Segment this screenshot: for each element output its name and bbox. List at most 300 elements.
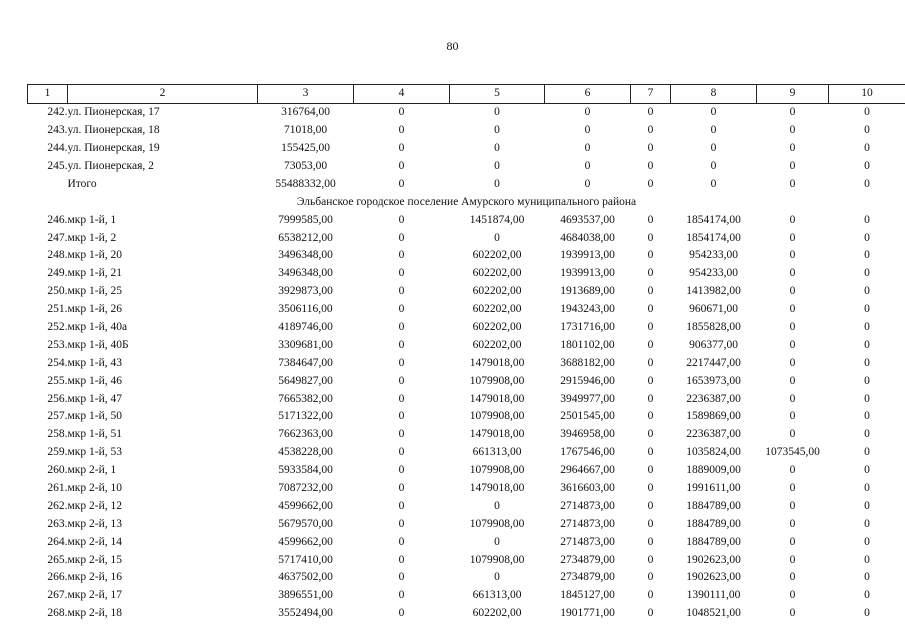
value-cell: 0 [647,321,654,334]
value-cell: 0 [398,553,405,566]
value-cell: 1413982,00 [686,285,741,298]
value-cell: 954233,00 [689,249,738,262]
row-number-cell: 254. [47,356,68,369]
row-number-cell: 247. [47,231,68,244]
value-cell: 0 [789,553,796,566]
value-cell: 1845127,00 [560,589,615,602]
value-cell: 0 [789,285,796,298]
total-cell: 7999585,00 [278,213,333,226]
value-cell: 3946958,00 [560,428,615,441]
value-cell: 0 [647,571,654,584]
value-cell: 2236387,00 [686,428,741,441]
value-cell: 3688182,00 [560,356,615,369]
value-cell: 0 [710,124,717,137]
row-number-cell: 255. [47,374,68,387]
table-row [28,319,905,337]
value-cell: 0 [398,535,405,548]
value-cell: 1035824,00 [686,446,741,459]
value-cell: 0 [789,607,796,620]
value-cell: 0 [647,303,654,316]
table-row [28,533,905,551]
table-row [28,301,905,319]
value-cell: 1889009,00 [686,464,741,477]
value-cell: 0 [398,374,405,387]
value-cell: 0 [789,392,796,405]
page-number: 80 [446,39,459,53]
value-cell: 0 [864,106,870,119]
row-number-cell: 265. [47,553,68,566]
value-cell: 0 [864,160,870,172]
table-row [28,587,905,605]
value-cell: 2734879,00 [560,553,615,566]
row-number-cell: 243. [47,124,68,137]
value-cell: 0 [494,499,500,512]
address-cell: ул. Пионерская, 17 [67,106,160,119]
table-row [28,336,905,354]
total-cell: 3929873,00 [278,285,333,298]
value-cell: 0 [864,446,870,459]
row-number-cell: 259. [47,446,68,459]
row-number-cell: 264. [47,535,68,548]
value-cell: 0 [864,356,870,369]
value-cell: 0 [647,607,654,620]
section-row [28,193,905,211]
value-cell: 0 [864,374,870,387]
address-cell: мкр 2-й, 16 [67,571,122,584]
value-cell: 0 [864,142,870,155]
value-cell: 1854174,00 [686,231,741,244]
column-header-1: 1 [28,85,68,104]
value-cell: 1854174,00 [686,213,741,226]
row-number-cell: 267. [47,589,68,602]
value-cell: 602202,00 [472,338,522,351]
value-cell: 1079908,00 [469,553,525,566]
table-row [28,605,905,623]
address-cell: мкр 1-й, 26 [67,303,122,316]
value-cell: 0 [398,410,405,423]
total-cell: 71018,00 [283,124,328,137]
value-cell: 0 [647,446,654,459]
value-cell: 0 [398,267,405,280]
row-number-cell: 268. [47,607,68,620]
value-cell: 602202,00 [472,607,522,620]
value-cell: 0 [398,482,405,495]
value-cell: 0 [647,142,654,155]
table-body-bottom [28,211,905,622]
table-row [28,354,905,372]
value-cell: 0 [494,124,500,137]
value-cell: 0 [864,464,870,477]
table-row [28,444,905,462]
value-cell: 1589869,00 [686,410,741,423]
value-cell: 0 [647,213,654,226]
column-header-7: 7 [631,85,671,104]
value-cell: 4693537,00 [560,213,615,226]
value-cell: 0 [864,213,870,226]
total-cell: 5717410,00 [278,553,333,566]
value-cell: 0 [647,535,654,548]
value-cell: 0 [789,160,796,172]
total-cell: 5649827,00 [278,374,333,387]
address-cell: мкр 1-й, 46 [67,374,122,387]
value-cell: 0 [494,535,500,548]
value-cell: 1902623,00 [686,553,741,566]
table-row [28,265,905,283]
value-cell: 1079908,00 [469,374,525,387]
table-row [28,158,905,176]
address-cell: мкр 1-й, 53 [67,446,122,459]
total-cell: 73053,00 [283,160,328,172]
value-cell: 1767546,00 [560,446,615,459]
value-cell: 1479018,00 [469,428,525,441]
value-cell: 0 [494,177,500,190]
value-cell: 0 [789,410,796,423]
value-cell: 0 [584,106,591,119]
value-cell: 0 [398,285,405,298]
data-table [27,84,905,623]
value-cell: 0 [789,464,796,477]
total-cell: 3496348,00 [278,249,333,262]
row-number-cell: 245. [47,160,68,172]
table-row [28,480,905,498]
table-row [28,426,905,444]
value-cell: 1939913,00 [560,249,615,262]
row-number-cell: 263. [47,517,68,530]
value-cell: 0 [647,356,654,369]
column-header-2: 2 [68,85,258,104]
value-cell: 1479018,00 [469,392,525,405]
row-number-cell: 242. [47,106,68,119]
value-cell: 0 [494,106,500,119]
value-cell: 0 [647,482,654,495]
total-cell: 7662363,00 [278,428,333,441]
value-cell: 0 [494,160,500,172]
total-cell: 7087232,00 [278,482,333,495]
address-cell: мкр 2-й, 18 [67,607,122,620]
value-cell: 0 [494,142,500,155]
value-cell: 960671,00 [689,303,738,316]
row-number-cell: 260. [47,464,68,477]
value-cell: 1079908,00 [469,410,525,423]
total-cell: 316764,00 [281,106,330,119]
value-cell: 0 [864,321,870,334]
value-cell: 1991611,00 [686,482,741,495]
total-cell: 3506116,00 [278,303,333,316]
value-cell: 0 [647,106,654,119]
value-cell: 1901771,00 [560,607,615,620]
value-cell: 0 [789,142,796,155]
total-cell: 5679570,00 [278,517,333,530]
value-cell: 0 [398,464,405,477]
value-cell: 0 [864,303,870,316]
value-cell: 0 [647,124,654,137]
value-cell: 0 [398,303,405,316]
table-row [28,408,905,426]
row-number-cell: 258. [47,428,68,441]
value-cell: 0 [647,249,654,262]
row-number-cell: 253. [47,338,68,351]
total-cell: 3552494,00 [278,607,333,620]
table-header [28,85,905,104]
value-cell: 0 [789,589,796,602]
total-cell: 7384647,00 [278,356,333,369]
value-cell: 0 [494,571,500,584]
value-cell: 0 [789,356,796,369]
value-cell: 0 [398,589,405,602]
table-row [28,462,905,480]
total-cell: 4189746,00 [278,321,333,334]
address-cell: мкр 1-й, 51 [67,428,122,441]
value-cell: 0 [864,428,870,441]
value-cell: 0 [398,249,405,262]
table-row [28,372,905,390]
value-cell: 2714873,00 [560,535,615,548]
column-header-4: 4 [354,85,450,104]
value-cell: 1073545,00 [765,446,820,459]
value-cell: 0 [647,428,654,441]
row-number-cell: 248. [47,249,68,262]
value-cell: 1653973,00 [686,374,741,387]
address-cell: ул. Пионерская, 2 [67,160,154,172]
value-cell: 1048521,00 [686,607,741,620]
value-cell: 0 [864,231,870,244]
section-title: Эльбанское городское поселение Амурского муниципального района [296,195,637,208]
value-cell: 1731716,00 [560,321,615,334]
value-cell: 2734879,00 [560,571,615,584]
value-cell: 0 [864,392,870,405]
total-cell: 4637502,00 [278,571,333,584]
value-cell: 0 [398,142,405,155]
table-row [28,283,905,301]
table-row [28,122,905,140]
column-header-8: 8 [671,85,757,104]
table-row [28,390,905,408]
row-number-cell: 252. [47,321,68,334]
table-row [28,497,905,515]
table-row [28,229,905,247]
table-row [28,551,905,569]
value-cell: 0 [398,231,405,244]
value-cell: 0 [864,517,870,530]
total-cell: 3896551,00 [278,589,333,602]
table-row [28,247,905,265]
value-cell: 0 [789,213,796,226]
value-cell: 0 [647,338,654,351]
column-header-3: 3 [258,85,354,104]
address-cell: мкр 1-й, 20 [67,249,122,262]
table-body-top [28,103,905,193]
total-cell: 55488332,00 [275,177,336,190]
value-cell: 0 [864,285,870,298]
value-cell: 0 [789,374,796,387]
total-cell: 4538228,00 [278,446,333,459]
value-cell: 0 [789,535,796,548]
value-cell: 0 [710,160,717,172]
value-cell: 0 [789,249,796,262]
value-cell: 0 [789,571,796,584]
value-cell: 0 [398,321,405,334]
value-cell: 0 [647,231,654,244]
column-header-5: 5 [450,85,545,104]
row-number-cell: 251. [47,303,68,316]
value-cell: 1479018,00 [469,482,525,495]
value-cell: 0 [864,607,870,620]
column-header-9: 9 [757,85,829,104]
value-cell: 2964667,00 [560,464,615,477]
value-cell: 0 [398,517,405,530]
address-cell: ул. Пионерская, 19 [67,142,160,155]
value-cell: 0 [864,124,870,137]
column-header-10: 10 [829,85,905,104]
value-cell: 0 [398,124,405,137]
value-cell: 602202,00 [472,303,522,316]
value-cell: 0 [647,392,654,405]
address-cell: мкр 1-й, 2 [67,231,117,244]
row-number-cell [28,175,68,193]
address-cell: мкр 1-й, 47 [67,392,122,405]
value-cell: 1884789,00 [686,499,741,512]
value-cell: 0 [647,517,654,530]
value-cell: 0 [398,446,405,459]
value-cell: 0 [864,499,870,512]
value-cell: 0 [647,589,654,602]
value-cell: 0 [864,589,870,602]
table-row [28,569,905,587]
value-cell: 0 [398,428,405,441]
value-cell: 0 [398,213,405,226]
row-number-cell: 262. [47,499,68,512]
value-cell: 1884789,00 [686,517,741,530]
value-cell: 0 [398,106,405,119]
total-cell: 6538212,00 [278,231,333,244]
total-cell: 155425,00 [281,142,330,155]
value-cell: 0 [789,428,796,441]
value-cell: 602202,00 [472,267,522,280]
total-cell: 3309681,00 [278,338,333,351]
address-cell: мкр 1-й, 40а [67,321,128,334]
value-cell: 1479018,00 [469,356,525,369]
value-cell: 0 [647,285,654,298]
value-cell: 0 [647,177,654,190]
address-cell: мкр 2-й, 14 [67,535,122,548]
value-cell: 0 [647,553,654,566]
address-cell: мкр 1-й, 50 [67,410,122,423]
value-cell: 0 [647,499,654,512]
value-cell: 0 [584,142,591,155]
value-cell: 4684038,00 [560,231,615,244]
value-cell: 2714873,00 [560,517,615,530]
total-cell: 7665382,00 [278,392,333,405]
value-cell: 0 [789,338,796,351]
value-cell: 1451874,00 [469,213,525,226]
value-cell: 954233,00 [689,267,738,280]
total-cell: 5171322,00 [278,410,333,423]
row-number-cell: 246. [47,213,68,226]
row-number-cell: 261. [47,482,68,495]
value-cell: 661313,00 [472,589,522,602]
address-cell: Итого [67,177,97,190]
value-cell: 3949977,00 [560,392,615,405]
value-cell: 0 [864,571,870,584]
address-cell: мкр 1-й, 43 [67,356,122,369]
value-cell: 0 [584,160,591,172]
total-cell: 5933584,00 [278,464,333,477]
address-cell: мкр 1-й, 21 [67,267,122,280]
value-cell: 2236387,00 [686,392,741,405]
table-row [28,515,905,533]
column-header-6: 6 [545,85,631,104]
value-cell: 0 [647,160,654,172]
total-cell: 4599662,00 [278,499,333,512]
value-cell: 0 [789,124,796,137]
address-cell: мкр 2-й, 10 [67,482,122,495]
value-cell: 0 [494,231,500,244]
address-cell: мкр 1-й, 40Б [67,338,129,351]
value-cell: 0 [398,392,405,405]
value-cell: 0 [398,356,405,369]
value-cell: 0 [710,142,717,155]
table-row [28,175,905,193]
value-cell: 0 [864,535,870,548]
address-cell: мкр 2-й, 1 [67,464,117,477]
address-cell: мкр 1-й, 25 [67,285,122,298]
value-cell: 0 [398,177,405,190]
address-cell: мкр 1-й, 1 [67,213,117,226]
value-cell: 0 [789,499,796,512]
value-cell: 0 [864,482,870,495]
total-cell: 4599662,00 [278,535,333,548]
value-cell: 0 [864,553,870,566]
row-number-cell: 250. [47,285,68,298]
address-cell: мкр 2-й, 12 [67,499,122,512]
value-cell: 0 [864,249,870,262]
value-cell: 0 [864,338,870,351]
value-cell: 0 [398,499,405,512]
value-cell: 1939913,00 [560,267,615,280]
value-cell: 0 [864,267,870,280]
row-number-cell: 257. [47,410,68,423]
value-cell: 602202,00 [472,285,522,298]
value-cell: 2217447,00 [686,356,741,369]
table-row [28,103,905,121]
value-cell: 0 [789,231,796,244]
value-cell: 0 [647,410,654,423]
value-cell: 0 [584,124,591,137]
value-cell: 906377,00 [689,338,738,351]
address-cell: ул. Пионерская, 18 [67,124,160,137]
value-cell: 0 [789,517,796,530]
value-cell: 1913689,00 [560,285,615,298]
value-cell: 661313,00 [472,446,522,459]
value-cell: 0 [647,464,654,477]
value-cell: 0 [789,267,796,280]
value-cell: 602202,00 [472,249,522,262]
value-cell: 0 [789,177,796,190]
value-cell: 0 [710,177,717,190]
value-cell: 0 [864,177,870,190]
value-cell: 1902623,00 [686,571,741,584]
value-cell: 1079908,00 [469,464,525,477]
value-cell: 0 [398,160,405,172]
value-cell: 2714873,00 [560,499,615,512]
value-cell: 0 [398,571,405,584]
value-cell: 3616603,00 [560,482,615,495]
value-cell: 602202,00 [472,321,522,334]
value-cell: 0 [864,410,870,423]
value-cell: 0 [789,106,796,119]
value-cell: 2915946,00 [560,374,615,387]
address-cell: мкр 2-й, 13 [67,517,122,530]
